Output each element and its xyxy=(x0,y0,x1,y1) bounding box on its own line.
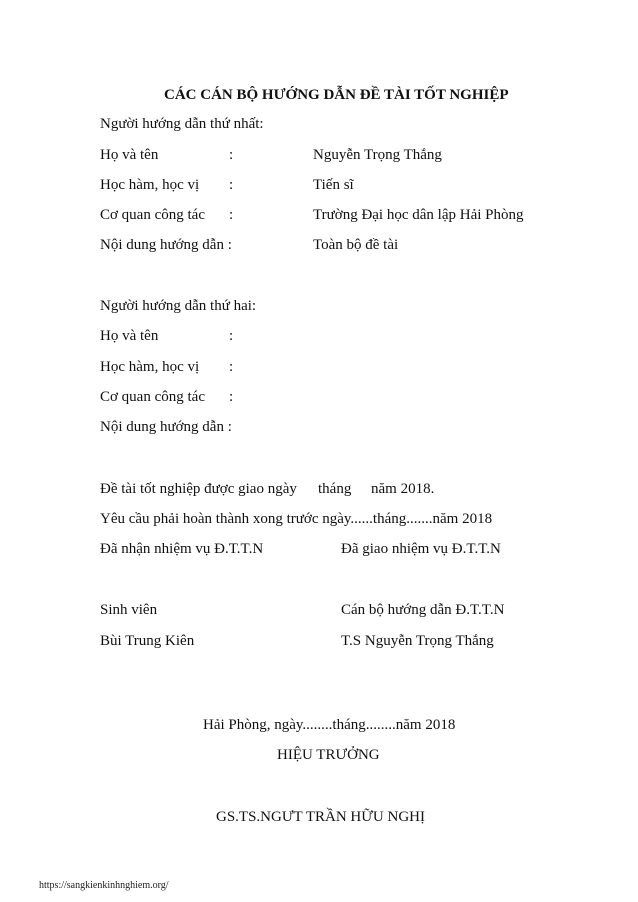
assigned-date-prefix: Đề tài tốt nghiệp được giao ngày xyxy=(100,481,297,497)
advisor2-name-colon: : xyxy=(229,328,234,344)
task-received-text: Đã nhận nhiệm vụ Đ.T.T.N xyxy=(100,541,264,557)
advisor1-content-label: Nội dung hướng dẫn : xyxy=(100,237,232,253)
advisor1-degree-colon: : xyxy=(229,177,234,193)
advisor-name: T.S Nguyễn Trọng Thắng xyxy=(341,633,494,649)
advisor2-name-label: Họ và tên xyxy=(100,328,159,344)
place-date: Hải Phòng, ngày........tháng........năm 2018 xyxy=(203,717,456,733)
advisor2-heading: Người hướng dẫn thứ hai: xyxy=(100,298,257,314)
advisor2-org-label: Cơ quan công tác xyxy=(100,389,205,405)
task-given-text: Đã giao nhiệm vụ Đ.T.T.N xyxy=(341,541,501,557)
advisor1-heading: Người hướng dẫn thứ nhất: xyxy=(100,116,264,132)
page-title: CÁC CÁN BỘ HƯỚNG DẪN ĐỀ TÀI TỐT NGHIỆP xyxy=(164,87,509,103)
advisor1-name-label: Họ và tên xyxy=(100,147,159,163)
deadline-text: Yêu cầu phải hoàn thành xong trước ngày......tháng.......năm 2018 xyxy=(100,511,493,527)
rector-name: GS.TS.NGƯT TRẦN HỮU NGHỊ xyxy=(216,809,425,825)
student-name: Bùi Trung Kiên xyxy=(100,633,195,649)
advisor-role: Cán bộ hướng dẫn Đ.T.T.N xyxy=(341,602,505,618)
footer-url[interactable]: https://sangkienkinhnghiem.org/ xyxy=(39,880,169,891)
advisor1-degree-label: Học hàm, học vị xyxy=(100,177,200,193)
advisor1-degree-value: Tiến sĩ xyxy=(313,177,354,193)
rector-title: HIỆU TRƯỞNG xyxy=(277,747,380,763)
student-role: Sinh viên xyxy=(100,602,158,618)
advisor1-name-colon: : xyxy=(229,147,234,163)
advisor1-content-value: Toàn bộ đề tài xyxy=(313,237,399,253)
assigned-date-month: tháng xyxy=(318,481,352,497)
advisor1-org-value: Trường Đại học dân lập Hải Phòng xyxy=(313,207,524,223)
advisor2-content-label: Nội dung hướng dẫn : xyxy=(100,419,232,435)
advisor1-org-colon: : xyxy=(229,207,234,223)
advisor2-degree-label: Học hàm, học vị xyxy=(100,359,200,375)
assigned-date-year: năm 2018. xyxy=(371,481,435,497)
advisor2-degree-colon: : xyxy=(229,359,234,375)
advisor2-org-colon: : xyxy=(229,389,234,405)
advisor1-name-value: Nguyễn Trọng Thắng xyxy=(313,147,442,163)
advisor1-org-label: Cơ quan công tác xyxy=(100,207,205,223)
